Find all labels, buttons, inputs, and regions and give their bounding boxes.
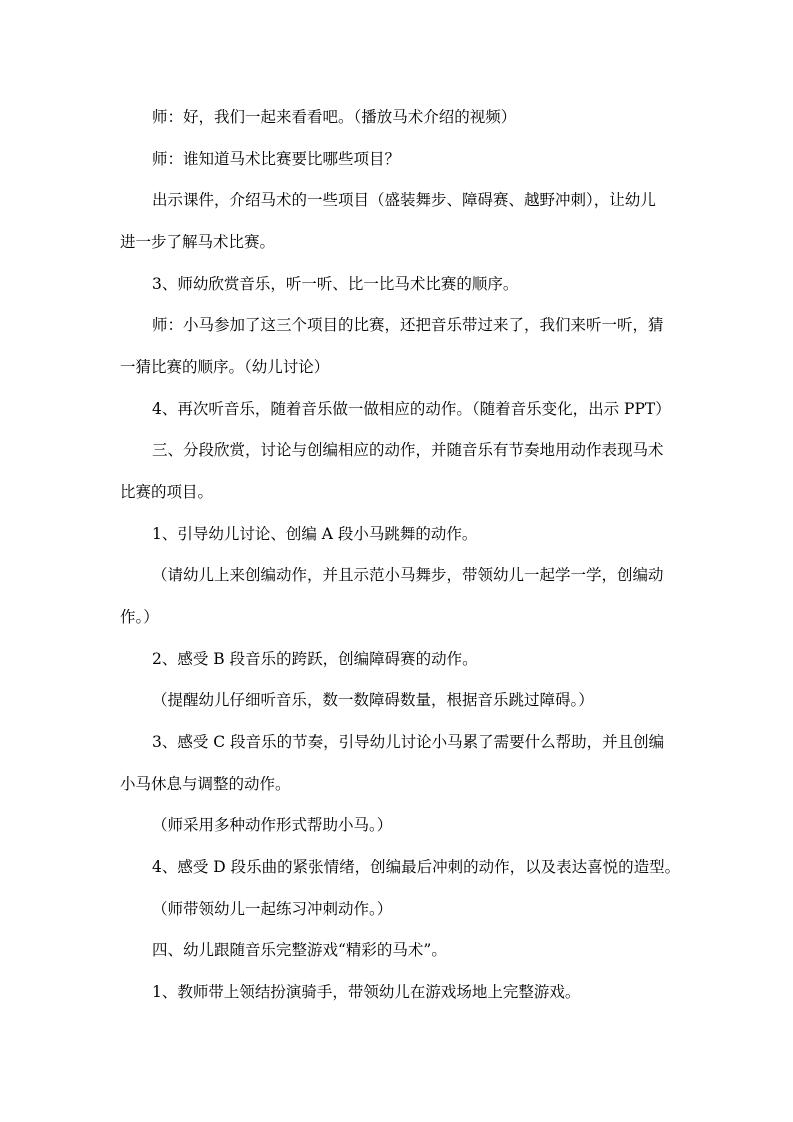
text-line: 1、引导幼儿讨论、创编 A 段小马跳舞的动作。 xyxy=(152,525,478,543)
text-line: 1、教师带上领结扮演骑手，带领幼儿在游戏场地上完整游戏。 xyxy=(152,983,581,1001)
text-line: 小马休息与调整的动作。 xyxy=(120,775,291,793)
text-line: 师：好，我们一起来看看吧。（播放马术介绍的视频） xyxy=(152,108,517,126)
text-line: 4、再次听音乐，随着音乐做一做相应的动作。（随着音乐变化，出示 PPT） xyxy=(152,400,671,418)
text-line: 2、感受 B 段音乐的跨跃，创编障碍赛的动作。 xyxy=(152,650,478,668)
text-line: 三、分段欣赏，讨论与创编相应的动作，并随音乐有节奏地用动作表现马术 xyxy=(152,441,664,459)
text-line: 一猜比赛的顺序。（幼儿讨论） xyxy=(120,358,330,376)
text-line: （师带领幼儿一起练习冲刺动作。） xyxy=(152,900,393,918)
text-line: （师采用多种动作形式帮助小马。） xyxy=(152,816,393,834)
text-line: 师：谁知道马术比赛要比哪些项目？ xyxy=(152,150,401,168)
text-line: 4、感受 D 段乐曲的紧张情绪，创编最后冲刺的动作，以及表达喜悦的造型。 xyxy=(152,858,681,876)
text-line: 3、师幼欣赏音乐，听一听、比一比马术比赛的顺序。 xyxy=(152,275,519,293)
text-line: 出示课件，介绍马术的一些项目（盛装舞步、障碍赛、越野冲刺），让幼儿 xyxy=(152,191,656,209)
text-line: 作。） xyxy=(120,608,159,626)
text-line: 师：小马参加了这三个项目的比赛，还把音乐带过来了，我们来听一听，猜 xyxy=(152,316,664,334)
text-line: （提醒幼儿仔细听音乐，数一数障碍数量，根据音乐跳过障碍。） xyxy=(152,691,594,709)
text-line: 四、幼儿跟随音乐完整游戏“精彩的马术”。 xyxy=(152,941,447,959)
text-line: 3、感受 C 段音乐的节奏，引导幼儿讨论小马累了需要什么帮助，并且创编 xyxy=(152,733,665,751)
text-line: 比赛的项目。 xyxy=(120,483,214,501)
text-line: （请幼儿上来创编动作，并且示范小马舞步，带领幼儿一起学一学，创编动 xyxy=(152,566,664,584)
text-line: 进一步了解马术比赛。 xyxy=(120,233,276,251)
